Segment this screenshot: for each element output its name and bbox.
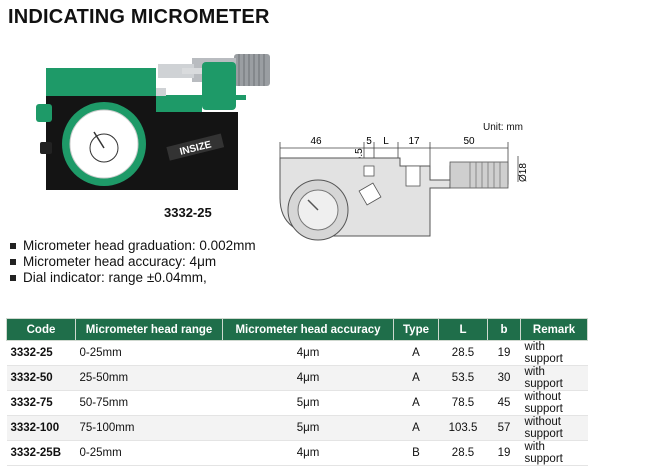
dim-5: 5	[366, 136, 372, 147]
page-title: INDICATING MICROMETER	[8, 6, 270, 28]
col-type: Type	[394, 319, 439, 341]
spec-list	[8, 238, 256, 286]
dim-diameter-18: Ø18	[518, 163, 529, 182]
dim-46: 46	[310, 136, 322, 147]
table-row: 3332-25B 0-25mm 4μm B 28.5 19 with support	[7, 441, 588, 466]
spec-table	[6, 318, 588, 466]
spec-item: Micrometer head accuracy: 4μm	[8, 254, 256, 270]
spec-item: Micrometer head graduation: 0.002mm	[8, 238, 256, 254]
col-l: L	[439, 319, 488, 341]
col-head-range: Micrometer head range	[76, 319, 223, 341]
technical-drawing	[270, 118, 545, 258]
col-code: Code	[7, 319, 76, 341]
table-row: 3332-50 25-50mm 4μm A 53.5 30 with support	[7, 366, 588, 391]
table-row: 3332-100 75-100mm 5μm A 103.5 57 without support	[7, 416, 588, 441]
table-row: 3332-25 0-25mm 4μm A 28.5 19 with support	[7, 341, 588, 366]
dim-l: L	[383, 136, 389, 147]
col-head-accuracy: Micrometer head accuracy	[223, 319, 394, 341]
col-b: b	[488, 319, 521, 341]
brand-badge: INSIZE	[178, 139, 213, 158]
bullet-icon	[10, 275, 16, 281]
product-photo	[6, 40, 278, 212]
table-header-row	[7, 319, 588, 341]
dim-50: 50	[463, 136, 475, 147]
dim-17: 17	[408, 136, 420, 147]
photo-caption: 3332-25	[164, 205, 212, 220]
col-remark: Remark	[521, 319, 588, 341]
unit-label: Unit: mm	[483, 122, 523, 133]
bullet-icon	[10, 259, 16, 265]
bullet-icon	[10, 243, 16, 249]
table-row: 3332-75 50-75mm 5μm A 78.5 45 without support	[7, 391, 588, 416]
spec-item: Dial indicator: range ±0.04mm,	[8, 270, 256, 286]
